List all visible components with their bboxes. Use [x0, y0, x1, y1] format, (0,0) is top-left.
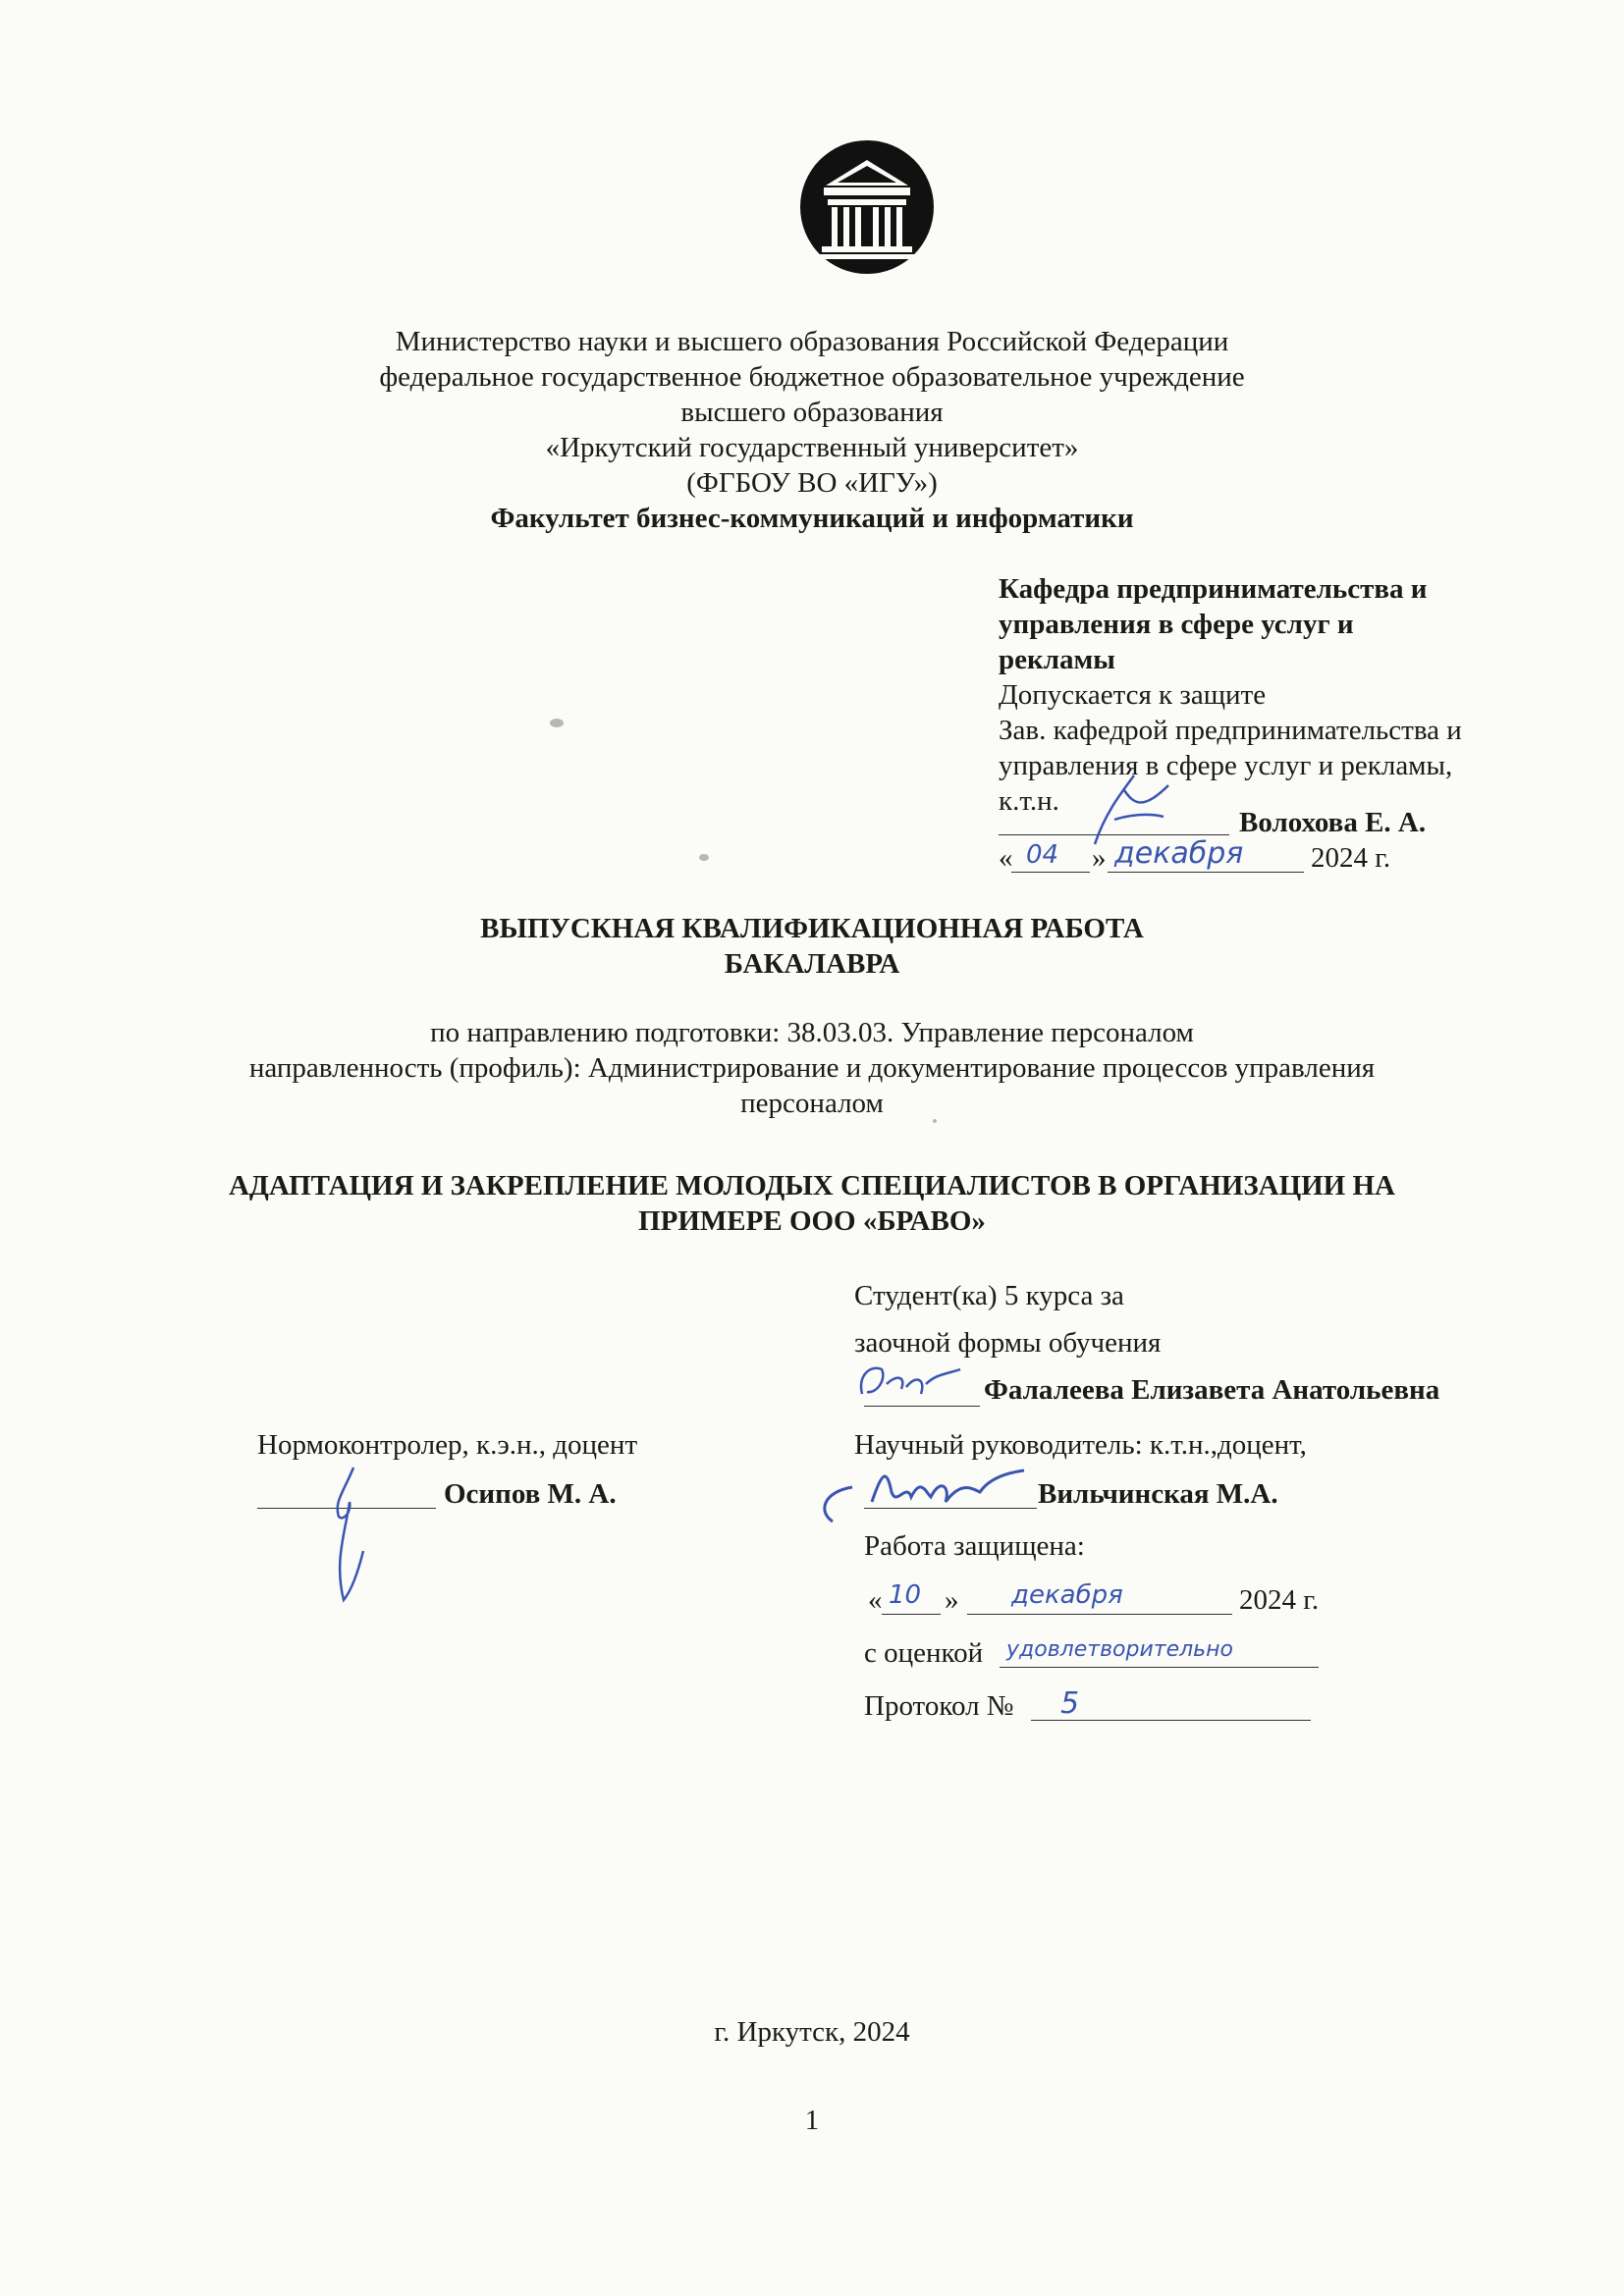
protocol-label: Протокол № — [864, 1690, 1014, 1722]
defense-year: 2024 г. — [1239, 1584, 1320, 1616]
student-study-form: заочной формы обучения — [854, 1327, 1162, 1359]
head-name: Волохова Е. А. — [1239, 807, 1427, 838]
student-course: Студент(ка) 5 курса за — [854, 1280, 1124, 1311]
scan-speck — [699, 854, 709, 861]
education-level-line: высшего образования — [680, 397, 944, 428]
defense-date-open-quote: « — [868, 1584, 883, 1616]
head-title-line-1: Зав. кафедрой предпринимательства и — [999, 715, 1462, 746]
approval-date-open-quote: « — [999, 842, 1013, 874]
grade-line — [1000, 1667, 1319, 1668]
faculty-name: Факультет бизнес-коммуникаций и информатики — [490, 503, 1134, 534]
student-name: Фалалеева Елизавета Анатольевна — [984, 1374, 1440, 1406]
scan-speck — [550, 719, 564, 727]
work-type-line-2: БАКАЛАВРА — [724, 948, 900, 980]
defense-label: Работа защищена: — [864, 1530, 1085, 1562]
university-emblem-icon — [798, 138, 936, 276]
work-type-line-1: ВЫПУСКНАЯ КВАЛИФИКАЦИОННАЯ РАБОТА — [480, 913, 1144, 944]
grade-value: удовлетворительно — [1006, 1637, 1233, 1662]
approval-month-line — [1108, 872, 1304, 873]
institution-type-line: федеральное государственное бюджетное образовательное учреждение — [379, 361, 1245, 393]
approval-day: 04 — [1026, 840, 1059, 870]
defense-day-line — [882, 1614, 941, 1615]
protocol-number: 5 — [1060, 1686, 1080, 1721]
profile-line-2: персоналом — [740, 1088, 884, 1119]
head-title-line-2: управления в сфере услуг и рекламы, — [999, 750, 1453, 781]
department-line-3: рекламы — [999, 644, 1115, 675]
department-line-2: управления в сфере услуг и — [999, 609, 1354, 640]
defense-day: 10 — [889, 1580, 922, 1610]
normcontrol-role: Нормоконтролер, к.э.н., доцент — [257, 1429, 638, 1461]
admitted-label: Допускается к защите — [999, 679, 1267, 711]
topic-line-2: ПРИМЕРЕ ООО «БРАВО» — [638, 1205, 986, 1237]
approval-date-close-quote: » — [1092, 842, 1107, 874]
department-line-1: Кафедра предпринимательства и — [999, 573, 1428, 605]
ministry-line: Министерство науки и высшего образования Российской Федерации — [395, 326, 1229, 357]
defense-month: декабря — [1011, 1580, 1123, 1610]
supervisor-name: Вильчинская М.А. — [1038, 1478, 1278, 1510]
defense-month-line — [967, 1614, 1232, 1615]
defense-date-close-quote: » — [945, 1584, 959, 1616]
head-degree: к.т.н. — [999, 785, 1059, 817]
approval-year: 2024 г. — [1311, 842, 1391, 874]
direction-line: по направлению подготовки: 38.03.03. Управление персоналом — [430, 1017, 1194, 1048]
supervisor-role: Научный руководитель: к.т.н.,доцент, — [854, 1429, 1307, 1461]
scan-speck — [933, 1119, 937, 1123]
approval-day-line — [1011, 872, 1090, 873]
approval-month: декабря — [1114, 836, 1244, 871]
normcontrol-signature-icon — [314, 1463, 383, 1610]
city-year: г. Иркутск, 2024 — [714, 2016, 910, 2048]
grade-label: с оценкой — [864, 1637, 984, 1669]
page-number: 1 — [804, 2105, 820, 2136]
university-short-name: (ФГБОУ ВО «ИГУ») — [686, 467, 938, 499]
university-name: «Иркутский государственный университет» — [545, 432, 1079, 463]
student-signature-icon — [852, 1355, 970, 1414]
topic-line-1: АДАПТАЦИЯ И ЗАКРЕПЛЕНИЕ МОЛОДЫХ СПЕЦИАЛИСТОВ В ОРГАНИЗАЦИИ НА — [228, 1170, 1395, 1201]
profile-line-1: направленность (профиль): Администрирование и документирование процессов управления — [248, 1052, 1376, 1084]
normcontrol-name: Осипов М. А. — [444, 1478, 617, 1510]
